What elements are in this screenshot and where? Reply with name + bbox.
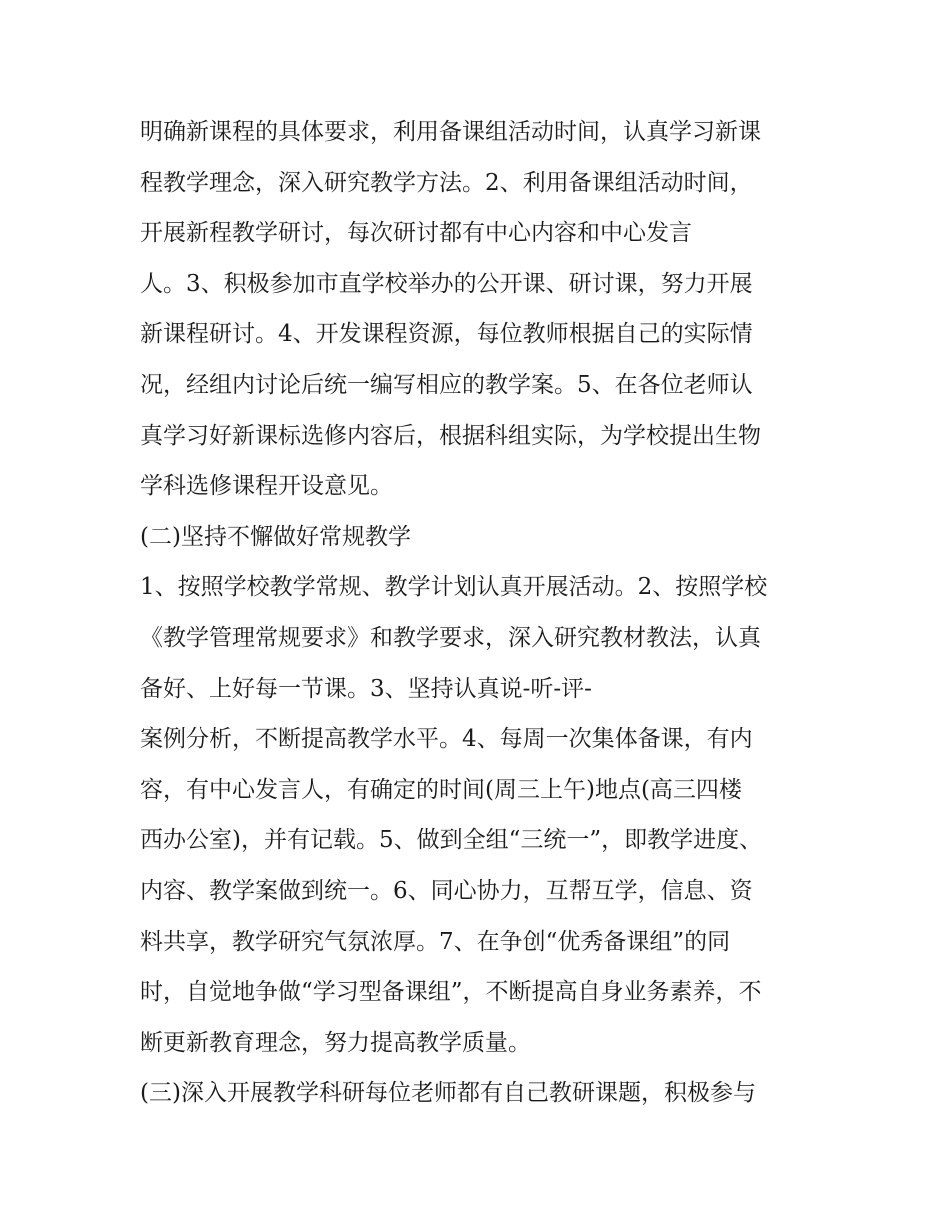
section-heading: (二)坚持不懈做好常规教学 — [140, 523, 411, 550]
text-line: 人。3、积极参加市直学校举办的公开课、研讨课，努力开展 — [140, 270, 753, 297]
text-line: 内容、教学案做到统一。6、同心协力，互帮互学，信息、资 — [140, 877, 753, 904]
text-line: 况，经组内讨论后统一编写相应的教学案。5、在各位老师认 — [140, 371, 753, 398]
section-heading: (三)深入开展教学科研每位老师都有自己教研课题，积极参与 — [140, 1080, 756, 1107]
text-line: 程教学理念，深入研究教学方法。2、利用备课组活动时间， — [140, 169, 753, 196]
text-line: 新课程研讨。4、开发课程资源，每位教师根据自己的实际情 — [140, 321, 753, 348]
text-line: 断更新教育理念，努力提高教学质量。 — [140, 1029, 531, 1056]
text-line: 料共享，教学研究气氛浓厚。7、在争创“优秀备课组”的同 — [140, 928, 731, 955]
body-text — [140, 107, 820, 1119]
text-line: 容，有中心发言人，有确定的时间(周三上午)地点(高三四楼 — [140, 776, 742, 803]
text-line: 开展新程教学研讨，每次研讨都有中心内容和中心发言 — [140, 220, 692, 247]
text-line: 学科选修课程开设意见。 — [140, 473, 393, 500]
text-line: 案例分析，不断提高教学水平。4、每周一次集体备课，有内 — [140, 726, 753, 753]
text-line: 西办公室)，并有记载。5、做到全组“三统一”，即教学进度、 — [140, 827, 763, 854]
text-line: 明确新课程的具体要求，利用备课组活动时间，认真学习新课 — [140, 119, 761, 145]
text-line: 真学习好新课标选修内容后，根据科组实际，为学校提出生物 — [140, 422, 761, 449]
text-line: 备好、上好每一节课。3、坚持认真说-听-评- — [140, 675, 592, 702]
text-line: 《教学管理常规要求》和教学要求，深入研究教材教法，认真 — [140, 624, 761, 651]
text-line: 1、按照学校教学常规、教学计划认真开展活动。2、按照学校 — [140, 574, 768, 601]
text-line: 时，自觉地争做“学习型备课组”，不断提高自身业务素养，不 — [140, 979, 762, 1006]
